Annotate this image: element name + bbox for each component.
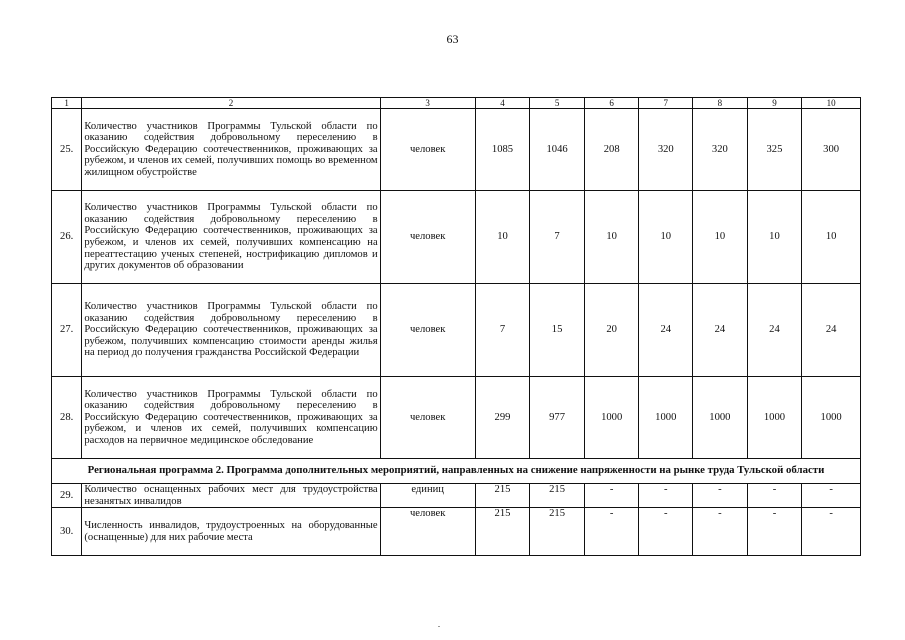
row-number: 26. bbox=[52, 191, 82, 284]
indicator-description: Количество оснащенных рабочих мест для трудоустройства незанятых инвалидов bbox=[82, 484, 380, 508]
column-number-row bbox=[52, 98, 861, 109]
value-cell: 10 bbox=[639, 191, 693, 284]
column-number: 7 bbox=[639, 98, 693, 109]
value-cell: 20 bbox=[584, 284, 639, 377]
value-cell: 208 bbox=[584, 109, 639, 191]
row-number: 29. bbox=[52, 484, 82, 508]
value-cell: 1046 bbox=[530, 109, 585, 191]
column-number: 2 bbox=[82, 98, 380, 109]
section-title: Региональная программа 2. Программа дополнительных мероприятий, направленных на снижение напряженности на рынке труда Тульской области bbox=[52, 459, 861, 484]
row-number: 27. bbox=[52, 284, 82, 377]
indicators-table bbox=[51, 97, 861, 556]
row-number: 30. bbox=[52, 508, 82, 556]
scan-speck bbox=[438, 626, 440, 627]
value-cell: - bbox=[639, 484, 693, 508]
value-cell: 24 bbox=[747, 284, 802, 377]
indicator-description: Количество участников Программы Тульской области по оказанию содействия добровольному переселению в Российскую Федерацию соотечественников, проживающих за рубежом, и членов их семей, получивших помощь во временном жилищном обустройстве bbox=[82, 109, 380, 191]
table-row bbox=[52, 284, 861, 377]
value-cell: - bbox=[693, 508, 748, 556]
value-cell: - bbox=[747, 508, 802, 556]
column-number: 10 bbox=[802, 98, 861, 109]
unit-cell: человек bbox=[380, 191, 475, 284]
value-cell: 300 bbox=[802, 109, 861, 191]
value-cell: 215 bbox=[530, 508, 585, 556]
unit-cell: единиц bbox=[380, 484, 475, 508]
column-number: 6 bbox=[584, 98, 639, 109]
value-cell: 15 bbox=[530, 284, 585, 377]
indicator-description: Численность инвалидов, трудоустроенных на оборудованные (оснащенные) для них рабочие места bbox=[82, 508, 380, 556]
value-cell: 215 bbox=[475, 484, 530, 508]
value-cell: 215 bbox=[475, 508, 530, 556]
value-cell: 1085 bbox=[475, 109, 530, 191]
value-cell: - bbox=[639, 508, 693, 556]
indicator-description: Количество участников Программы Тульской области по оказанию содействия добровольному переселению в Российскую Федерацию соотечественников, проживающих за рубежом, и членов их семей, получивших компенсацию расходов на первичное медицинское обследование bbox=[82, 377, 380, 459]
value-cell: 10 bbox=[747, 191, 802, 284]
unit-cell: человек bbox=[380, 109, 475, 191]
page-number: 63 bbox=[446, 32, 459, 46]
value-cell: 24 bbox=[639, 284, 693, 377]
value-cell: 1000 bbox=[802, 377, 861, 459]
value-cell: 1000 bbox=[639, 377, 693, 459]
column-number: 9 bbox=[747, 98, 802, 109]
value-cell: 10 bbox=[584, 191, 639, 284]
value-cell: 299 bbox=[475, 377, 530, 459]
value-cell: - bbox=[802, 508, 861, 556]
value-cell: 10 bbox=[693, 191, 748, 284]
column-number: 1 bbox=[52, 98, 82, 109]
value-cell: 7 bbox=[475, 284, 530, 377]
row-number: 25. bbox=[52, 109, 82, 191]
value-cell: 215 bbox=[530, 484, 585, 508]
unit-cell: человек bbox=[380, 284, 475, 377]
indicator-description: Количество участников Программы Тульской области по оказанию содействия добровольному переселению в Российскую Федерацию соотечественников, проживающих за рубежом, получивших компенсацию стоимости аренды жилья на период до получения гражданства Российской Федерации bbox=[82, 284, 380, 377]
unit-cell: человек bbox=[380, 508, 475, 556]
value-cell: 325 bbox=[747, 109, 802, 191]
value-cell: 10 bbox=[475, 191, 530, 284]
value-cell: - bbox=[802, 484, 861, 508]
value-cell: 24 bbox=[693, 284, 748, 377]
value-cell: 24 bbox=[802, 284, 861, 377]
row-number: 28. bbox=[52, 377, 82, 459]
column-number: 5 bbox=[530, 98, 585, 109]
column-number: 4 bbox=[475, 98, 530, 109]
value-cell: - bbox=[584, 484, 639, 508]
value-cell: 1000 bbox=[584, 377, 639, 459]
value-cell: 7 bbox=[530, 191, 585, 284]
table-row bbox=[52, 377, 861, 459]
indicator-description: Количество участников Программы Тульской области по оказанию содействия добровольному переселению в Российскую Федерацию соотечественников, проживающих за рубежом, и членов их семей, получивших компенсацию на переаттестацию ученых степеней, нострификацию дипломов и других документов об образовании bbox=[82, 191, 380, 284]
value-cell: 1000 bbox=[693, 377, 748, 459]
column-number: 8 bbox=[693, 98, 748, 109]
value-cell: 10 bbox=[802, 191, 861, 284]
value-cell: 320 bbox=[639, 109, 693, 191]
value-cell: - bbox=[747, 484, 802, 508]
value-cell: 977 bbox=[530, 377, 585, 459]
column-number: 3 bbox=[380, 98, 475, 109]
unit-cell: человек bbox=[380, 377, 475, 459]
section-header-row bbox=[52, 459, 861, 484]
table-row bbox=[52, 109, 861, 191]
value-cell: - bbox=[584, 508, 639, 556]
value-cell: - bbox=[693, 484, 748, 508]
value-cell: 1000 bbox=[747, 377, 802, 459]
value-cell: 320 bbox=[693, 109, 748, 191]
table-row bbox=[52, 191, 861, 284]
table-row bbox=[52, 508, 861, 556]
table-row bbox=[52, 484, 861, 508]
